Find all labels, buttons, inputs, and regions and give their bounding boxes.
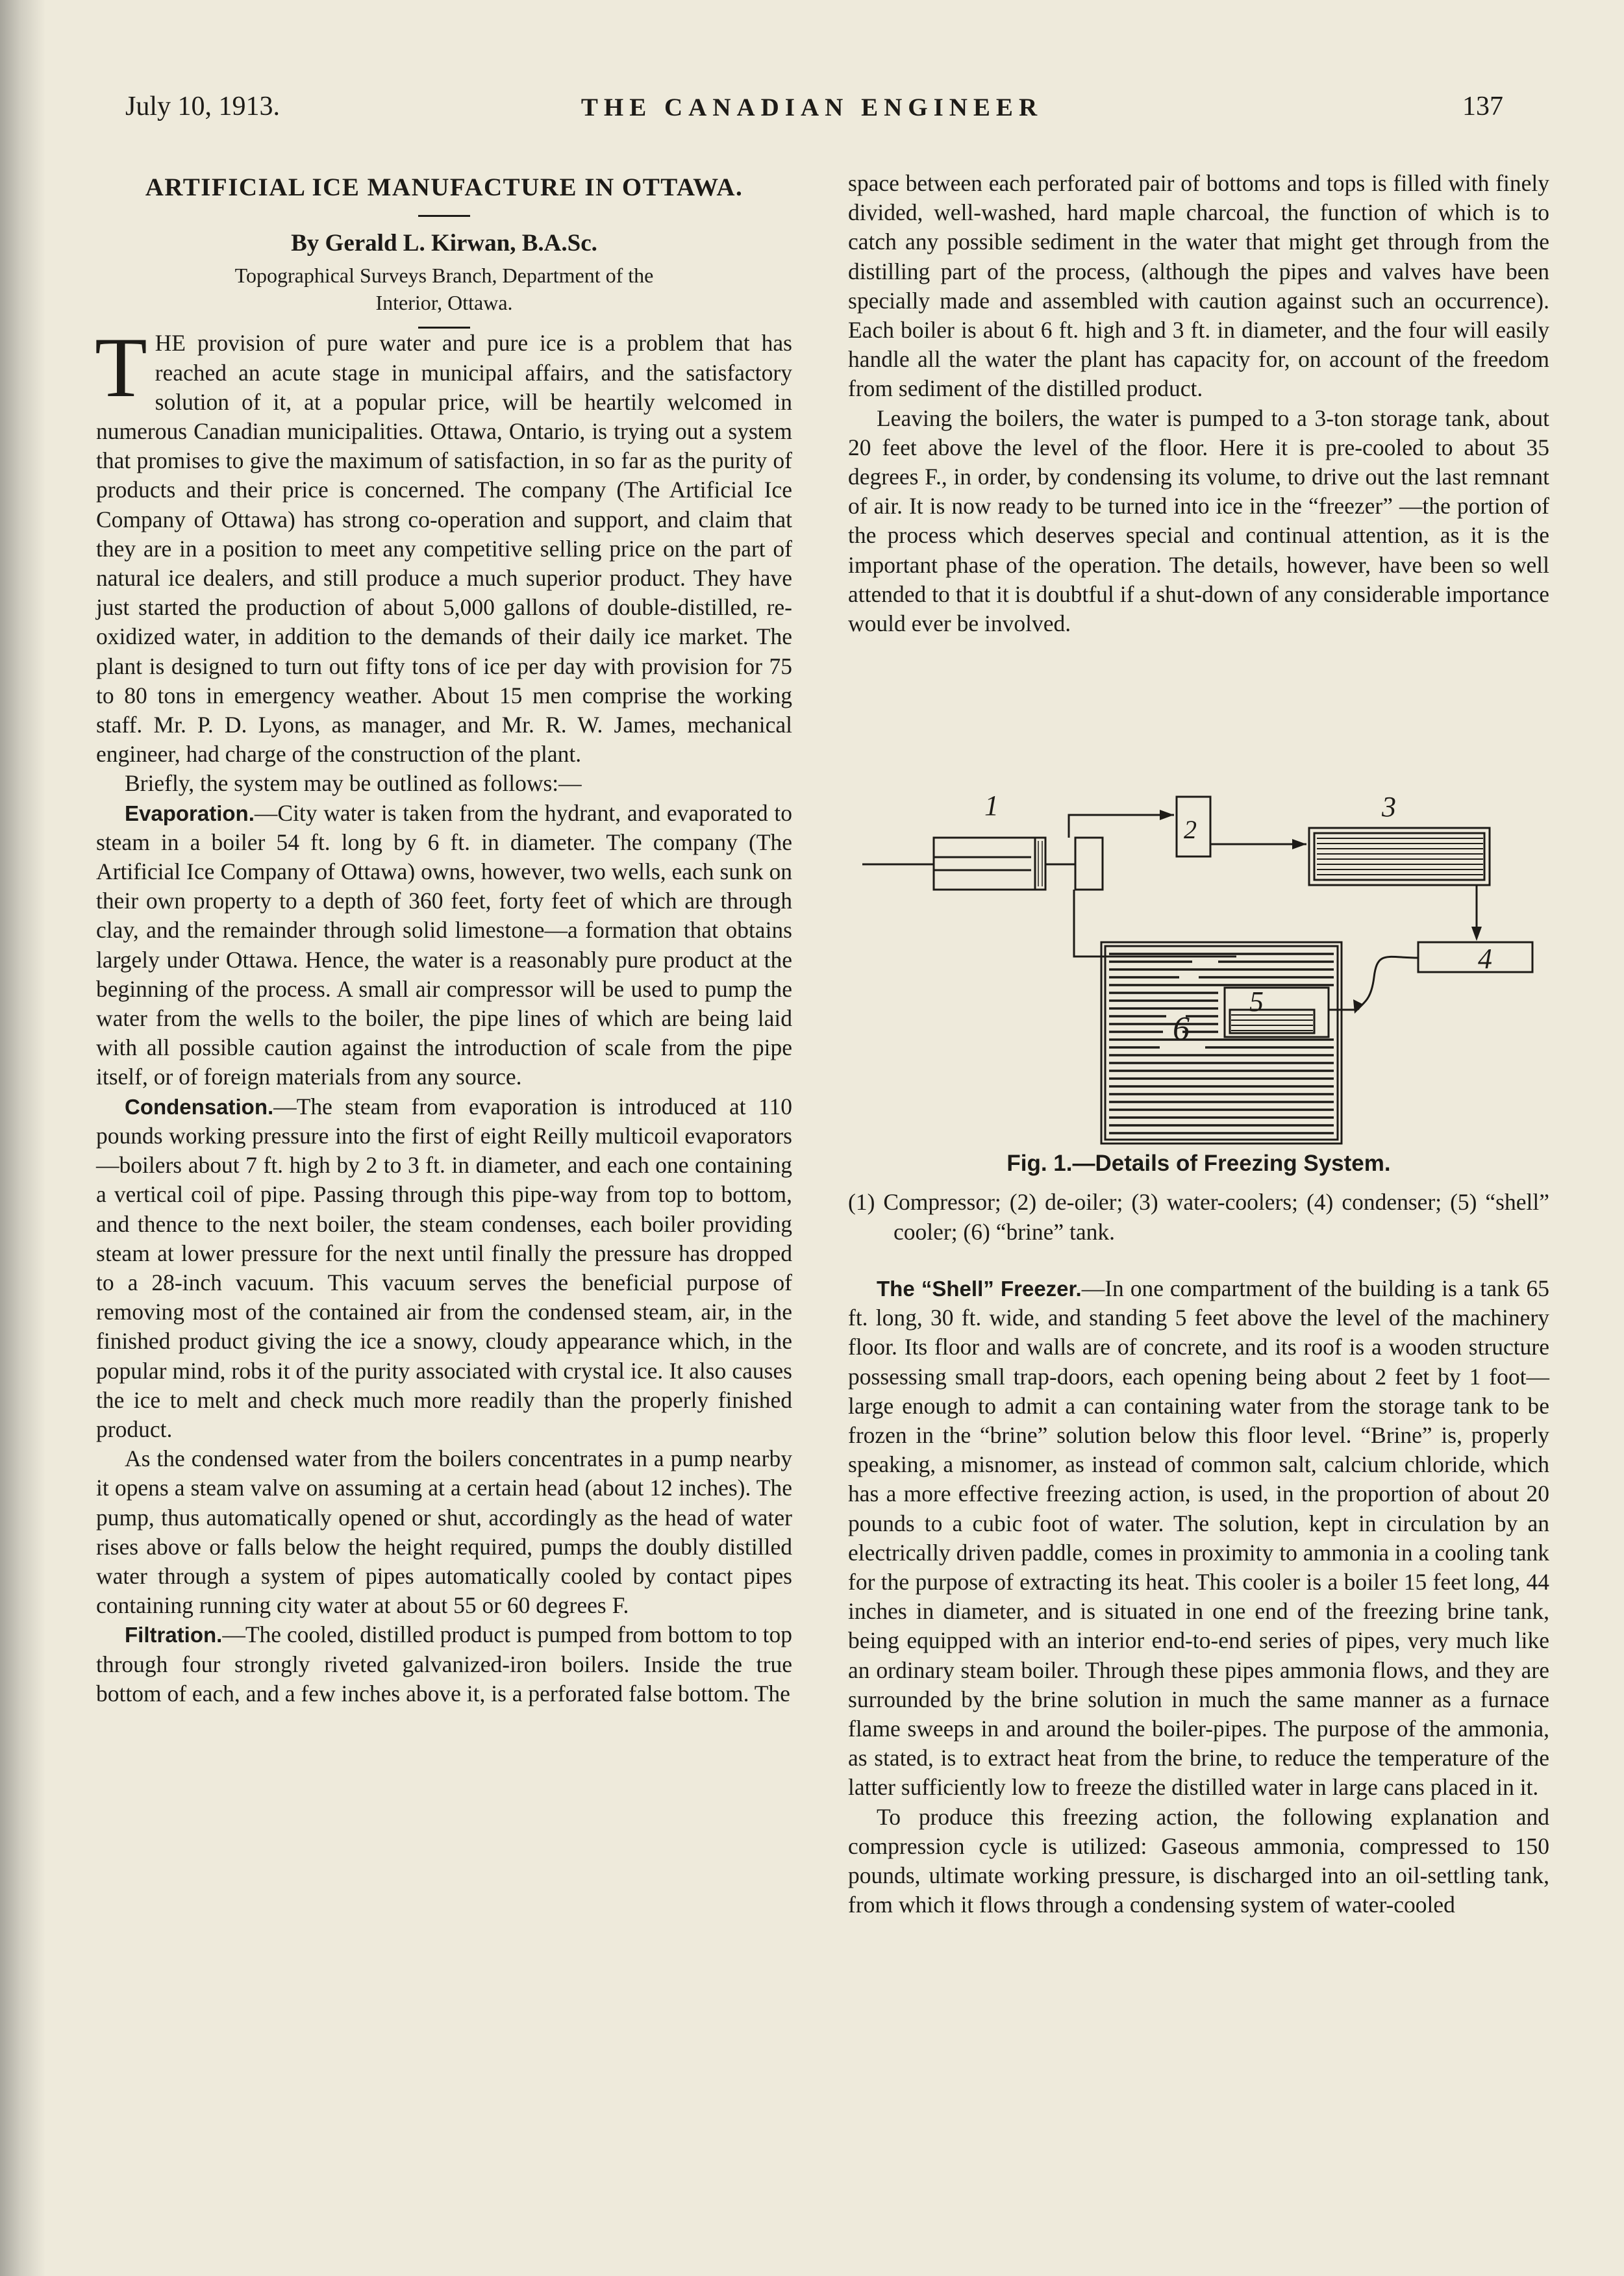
title-rule [418,215,470,217]
water-cooler-box [1309,828,1490,885]
compressor-box [934,838,1045,890]
affiliation-line-2: Interior, Ottawa. [375,291,513,315]
shell-freezer-paragraph [848,1274,1549,1803]
page-binding-shadow [0,0,45,2276]
affiliation [96,262,792,316]
running-head-date: July 10, 1913. [125,92,281,121]
condensation-heading: Condensation. [125,1094,274,1119]
byline: By Gerald L. Kirwan, B.A.Sc. [291,230,597,257]
condensation-text: —The steam from evaporation is introduced at 110 pounds working pressure into the first of eight Reilly multicoil evaporators—boilers about 7 ft. high by 2 to 3 ft. in diameter, and each one containing a vertical coil of pipe. Passing through this pipe-way from top to bottom, and thence to the next boiler, the steam condenses, each boiler providing steam at lower pressure for the next until finally the pressure has dropped to a 28-inch vacuum. This vacuum serves the beneficial purpose of removing most of the contained air from the condensed steam, air, in the finished product giving the ice a snowy, cloudy appearance which, in the popular mind, robs it of the purity associated with crystal ice. It also causes the ice to melt and check much more readily than the properly finished product. [96,1093,792,1442]
diagram-label-5: 5 [1249,986,1264,1018]
freezing-cycle-paragraph: To produce this freezing action, the following explanation and compression cycle is utilized: Gaseous ammonia, compressed to 150 pounds, ultimate working pressure, is discharged into an oil-settling tank, from which it flows through a condensing system of water-cooled [848,1803,1549,1918]
condenser-box [1418,942,1532,972]
right-column-bottom [848,1274,1549,1920]
brine-tank [1101,942,1342,1144]
left-column [96,170,792,1708]
filtration-heading: Filtration. [125,1623,223,1647]
lead-paragraph-text: HE provision of pure water and pure ice is a problem that has reached an acute stage in municipal affairs, and the satisfactory solution of it, at a popular price, will be heartily welcomed in numerous Canadian municipalities. Ottawa, Ontario, is trying out a system that promises to give the maximum of satisfaction, in so far as the purity of products and their price is concerned. The company (The Artificial Ice Company of Ottawa) has strong co-operation and support, and claim that they are in a position to meet any competitive selling price on the part of natural ice dealers, and still produce a much superior product. They have just started the production of about 5,000 gallons of double-distilled, re-oxidized water, in addition to the demands of their daily ice market. The plant is designed to turn out fifty tons of ice per day with provision for 75 to 80 tons in emergency weather. About 15 men comprise the working staff. Mr. P. D. Lyons, as manager, and Mr. R. W. James, mechanical engineer, had charge of the construction of the plant. [96,330,792,768]
pipe-to-cooler [1358,957,1418,1010]
brine-hatching [1109,954,1334,1133]
evaporation-paragraph [96,799,792,1092]
diagram-label-3: 3 [1382,791,1396,823]
right-column-top [848,169,1549,638]
freezing-system-diagram [855,782,1556,1149]
figure-legend: (1) Compressor; (2) de-oiler; (3) water-coolers; (4) condenser; (5) “shell” cooler; (6) “brine” tank. [848,1189,1549,1245]
article-title: ARTIFICIAL ICE MANUFACTURE IN OTTAWA. [145,173,743,201]
pump-paragraph: As the condensed water from the boilers concentrates in a pump nearby it opens a steam valve on assuming at a certain head (about 12 inches). The pump, thus automatically opened or shut, accordingly as the head of water rises above or falls below the height required, pumps the doubly distilled water through a system of pipes automatically cooled by contact pipes containing running city water at about 55 or 60 degrees F. [96,1445,792,1619]
filtration-continued-paragraph: space between each perforated pair of bottoms and tops is filled with finely divided, well-washed, hard maple charcoal, the function of which is to catch any possible sediment in the water that might get through from the distilling part of the process, (although the pipes and valves have been specially made and assembled with caution against such an occurrence). Each boiler is about 6 ft. high and 3 ft. in diameter, and the four will easily handle all the water the plant has capacity for, on account of the freedom from sediment of the distilled product. [848,170,1549,402]
condensation-paragraph [96,1092,792,1444]
shell-cooler [1225,988,1329,1037]
diagram-label-6: 6 [1173,1010,1190,1047]
evaporation-heading: Evaporation. [125,801,255,825]
figure-caption: Fig. 1.—Details of Freezing System. [1006,1151,1391,1176]
evaporation-text: —City water is taken from the hydrant, and evaporated to steam in a boiler 54 ft. long by 6 ft. in diameter. The company (The Artificial Ice Company of Ottawa) owns, however, two wells, each sunk on their own property to a depth of 360 feet, forty feet of which are through clay, and the remainder through solid limestone—a formation that obtains largely under Ottawa. Hence, the water is a reasonably pure product at the beginning of the process. A small air compressor will be used to pump the water from the wells to the boiler, the pipe lines of which are being laid with all possible caution against the introduction of scale from the pipe itself, or of foreign materials from any source. [96,799,792,1090]
pipe-to-deoiler [1069,815,1174,838]
affiliation-line-1: Topographical Surveys Branch, Department of the [234,264,654,288]
shell-freezer-text: —In one compartment of the building is a tank 65 ft. long, 30 ft. wide, and standing 5 feet above the level of the machinery floor. Its floor and walls are of concrete, and its roof is a wooden structure possessing small trap-doors, each opening being about 2 feet by 1 foot—large enough to admit a can containing water from the storage tank to be frozen in the “brine” solution below this floor level. “Brine” is, properly speaking, a misnomer, as instead of common salt, calcium chloride, which has a more effective freezing action, is used, in the proportion of about 20 pounds to a cubic foot of water. The solution, kept in circulation by an electrically driven paddle, comes in proximity to ammonia in a cooling tank for the purpose of extracting its heat. This cooler is a boiler 15 feet long, 44 inches in diameter, and is situated in one end of the freezing brine tank, being equipped with an interior end-to-end series of pipes, very much like an ordinary steam boiler. Through these pipes ammonia flows, and they are surrounded by the brine solution in much the same manner as a furnace flame sweeps in and around the boiler-pipes. The purpose of the ammonia, as stated, is to extract heat from the brine, to reduce the temperature of the latter sufficiently low to freeze the distilled water in large cans placed in it. [848,1275,1549,1801]
filtration-text: —The cooled, distilled product is pumped from bottom to top through four strongly riveted galvanized-iron boilers. Inside the true bottom of each, and a few inches above it, is a perforated false bottom. The [96,1621,792,1707]
diagram-label-2: 2 [1184,815,1197,844]
compressor-head [1035,838,1045,890]
lead-paragraph [95,319,792,769]
outline-paragraph: Briefly, the system may be outlined as follows:— [125,770,582,797]
shell-freezer-heading: The “Shell” Freezer. [877,1277,1082,1301]
diagram-label-1: 1 [984,790,999,821]
storage-tank-paragraph: Leaving the boilers, the water is pumped to a 3-ton storage tank, about 20 feet above the level of the floor. Here it is pre-cooled to about 35 degrees F., in order, by condensing its volume, to drive out the last remnant of air. It is now ready to be turned into ice in the “freezer” —the portion of the process which deserves special and continual attention, as it is the important phase of the operation. The details, however, have been so well attended to that it is doubtful if a shut-down of any considerable importance would ever be involved. [848,405,1549,637]
running-head-journal: THE CANADIAN ENGINEER [581,94,1043,121]
filtration-paragraph [96,1620,792,1708]
diagram-label-4: 4 [1478,943,1492,975]
drop-cap: T [95,319,147,416]
page-number: 137 [1462,92,1503,121]
